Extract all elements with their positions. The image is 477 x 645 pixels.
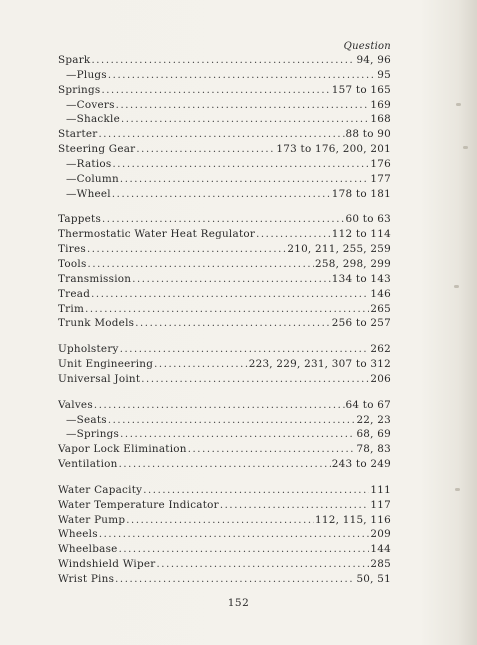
dot-leader: [115, 573, 355, 587]
dot-leader: [126, 514, 314, 528]
entry-term: Ventilation: [58, 458, 118, 471]
entry-pages: 112, 115, 116: [315, 513, 391, 526]
entry-term: Tires: [58, 243, 86, 256]
entry-term: Vapor Lock Elimination: [58, 443, 187, 456]
index-list: [58, 40, 391, 587]
entry-term: Upholstery: [58, 343, 119, 356]
dot-leader: [91, 288, 369, 302]
dot-leader: [108, 414, 356, 428]
entry-pages: 60 to 63: [345, 213, 391, 226]
entry-pages: 258, 298, 299: [315, 257, 391, 270]
entry-term: —Covers: [66, 98, 115, 111]
entry-term: Windshield Wiper: [58, 558, 156, 571]
index-subentry: [58, 157, 391, 172]
entry-term: Water Capacity: [58, 483, 143, 496]
page-number: 152: [227, 597, 250, 609]
entry-term: Universal Joint: [58, 372, 141, 385]
entry-pages: 64 to 67: [345, 398, 391, 411]
entry-term: Springs: [58, 83, 101, 96]
entry-pages: 209: [370, 528, 391, 541]
index-entry: [58, 527, 391, 542]
index-subentry: [58, 112, 391, 127]
index-entry: [58, 257, 391, 272]
dot-leader: [87, 243, 286, 257]
index-entry: [58, 83, 391, 98]
entry-term: Valves: [58, 398, 93, 411]
index-entry: [58, 542, 391, 557]
edge-mark: [454, 285, 459, 288]
index-entry: [58, 272, 391, 287]
group-gap: [58, 201, 391, 212]
index-entry: [58, 398, 391, 413]
dot-leader: [120, 173, 369, 187]
entry-term: Unit Engineering: [58, 358, 154, 371]
entry-pages: 173 to 176, 200, 201: [276, 143, 391, 156]
index-subentry: [58, 413, 391, 428]
dot-leader: [120, 343, 370, 357]
entry-pages: 256 to 257: [331, 317, 391, 330]
edge-mark: [456, 103, 461, 106]
entry-term: Water Pump: [58, 513, 126, 526]
entry-pages: 206: [370, 372, 391, 385]
entry-term: Wheels: [58, 528, 98, 541]
dot-leader: [132, 273, 331, 287]
entry-pages: 169: [370, 98, 391, 111]
entry-pages: 265: [370, 302, 391, 315]
index-subentry: [58, 427, 391, 442]
entry-pages: 144: [370, 543, 391, 556]
index-entry: [58, 212, 391, 227]
index-entry: [58, 127, 391, 142]
dot-leader: [99, 528, 370, 542]
entry-term: —Plugs: [66, 68, 107, 81]
entry-pages: 117: [370, 498, 391, 511]
index-entry: [58, 287, 391, 302]
index-entry: [58, 357, 391, 372]
entry-term: —Wheel: [66, 187, 111, 200]
entry-term: Thermostatic Water Heat Regulator: [58, 228, 256, 241]
dot-leader: [112, 158, 369, 172]
entry-term: Water Temperature Indicator: [58, 498, 219, 511]
index-entry: [58, 342, 391, 357]
index-subentry: [58, 68, 391, 83]
dot-leader: [121, 113, 369, 127]
dot-leader: [88, 258, 314, 272]
index-entry: [58, 457, 391, 472]
entry-pages: 134 to 143: [331, 272, 391, 285]
entry-pages: 88 to 90: [345, 128, 391, 141]
index-entry: [58, 242, 391, 257]
dot-leader: [143, 484, 369, 498]
entry-term: Trim: [58, 302, 85, 315]
index-entry: [58, 498, 391, 513]
entry-pages: 168: [370, 113, 391, 126]
entry-term: Transmission: [58, 272, 132, 285]
entry-pages: 146: [370, 287, 391, 300]
entry-term: Trunk Models: [58, 317, 135, 330]
entry-term: Steering Gear: [58, 143, 136, 156]
index-entry: [58, 513, 391, 528]
entry-term: —Column: [66, 172, 119, 185]
entry-term: Tappets: [58, 213, 102, 226]
index-subentry: [58, 98, 391, 113]
entry-pages: 95: [377, 68, 391, 81]
dot-leader: [136, 143, 275, 157]
index-entry: [58, 302, 391, 317]
dot-leader: [188, 443, 356, 457]
entry-pages: 262: [370, 343, 391, 356]
dot-leader: [154, 358, 248, 372]
entry-pages: 178 to 181: [331, 187, 391, 200]
dot-leader: [256, 228, 331, 242]
dot-leader: [120, 428, 355, 442]
dot-leader: [141, 373, 369, 387]
dot-leader: [91, 54, 355, 68]
group-gap: [58, 472, 391, 483]
entry-pages: 177: [370, 172, 391, 185]
entry-pages: 112 to 114: [331, 228, 391, 241]
index-subentry: [58, 187, 391, 202]
entry-pages: 22, 23: [356, 413, 391, 426]
entry-pages: 285: [370, 558, 391, 571]
entry-term: Starter: [58, 128, 98, 141]
entry-term: Spark: [58, 54, 91, 66]
index-entry: [58, 316, 391, 331]
dot-leader: [85, 303, 369, 317]
dot-leader: [119, 543, 370, 557]
edge-mark: [455, 488, 460, 491]
entry-pages: 50, 51: [356, 573, 391, 585]
entry-pages: 243 to 249: [331, 458, 391, 471]
dot-leader: [116, 99, 370, 113]
column-heading: Question: [343, 41, 391, 52]
entry-term: —Ratios: [66, 157, 112, 170]
dot-leader: [102, 84, 331, 98]
group-gap: [58, 387, 391, 398]
entry-pages: 111: [370, 483, 391, 496]
dot-leader: [135, 317, 331, 331]
index-entry: [58, 142, 391, 157]
entry-term: Tools: [58, 257, 87, 270]
index-entry: [58, 442, 391, 457]
entry-term: Wheelbase: [58, 543, 118, 556]
dot-leader: [220, 499, 370, 513]
group-gap: [58, 331, 391, 342]
entry-pages: 223, 229, 231, 307 to 312: [248, 358, 391, 371]
entry-term: Tread: [58, 287, 91, 300]
entry-pages: 157 to 165: [331, 83, 391, 96]
entry-pages: 78, 83: [356, 443, 391, 456]
dot-leader: [112, 188, 331, 202]
entry-term: —Shackle: [66, 113, 120, 126]
entry-pages: 94, 96: [356, 54, 391, 66]
dot-leader: [102, 213, 344, 227]
index-entry: [58, 572, 391, 587]
index-entry: [58, 53, 391, 68]
entry-term: Wrist Pins: [58, 573, 115, 585]
dot-leader: [94, 399, 345, 413]
entry-term: —Springs: [66, 428, 120, 441]
index-entry: [58, 483, 391, 498]
dot-leader: [108, 69, 376, 83]
index-entry: [58, 557, 391, 572]
entry-pages: 176: [370, 157, 391, 170]
edge-mark: [463, 146, 468, 149]
index-subentry: [58, 172, 391, 187]
index-entry: [58, 372, 391, 387]
dot-leader: [157, 558, 370, 572]
dot-leader: [99, 128, 345, 142]
entry-pages: 68, 69: [356, 428, 391, 441]
entry-term: —Seats: [66, 413, 107, 426]
entry-pages: 210, 211, 255, 259: [287, 243, 391, 256]
index-entry: [58, 227, 391, 242]
dot-leader: [119, 458, 331, 472]
